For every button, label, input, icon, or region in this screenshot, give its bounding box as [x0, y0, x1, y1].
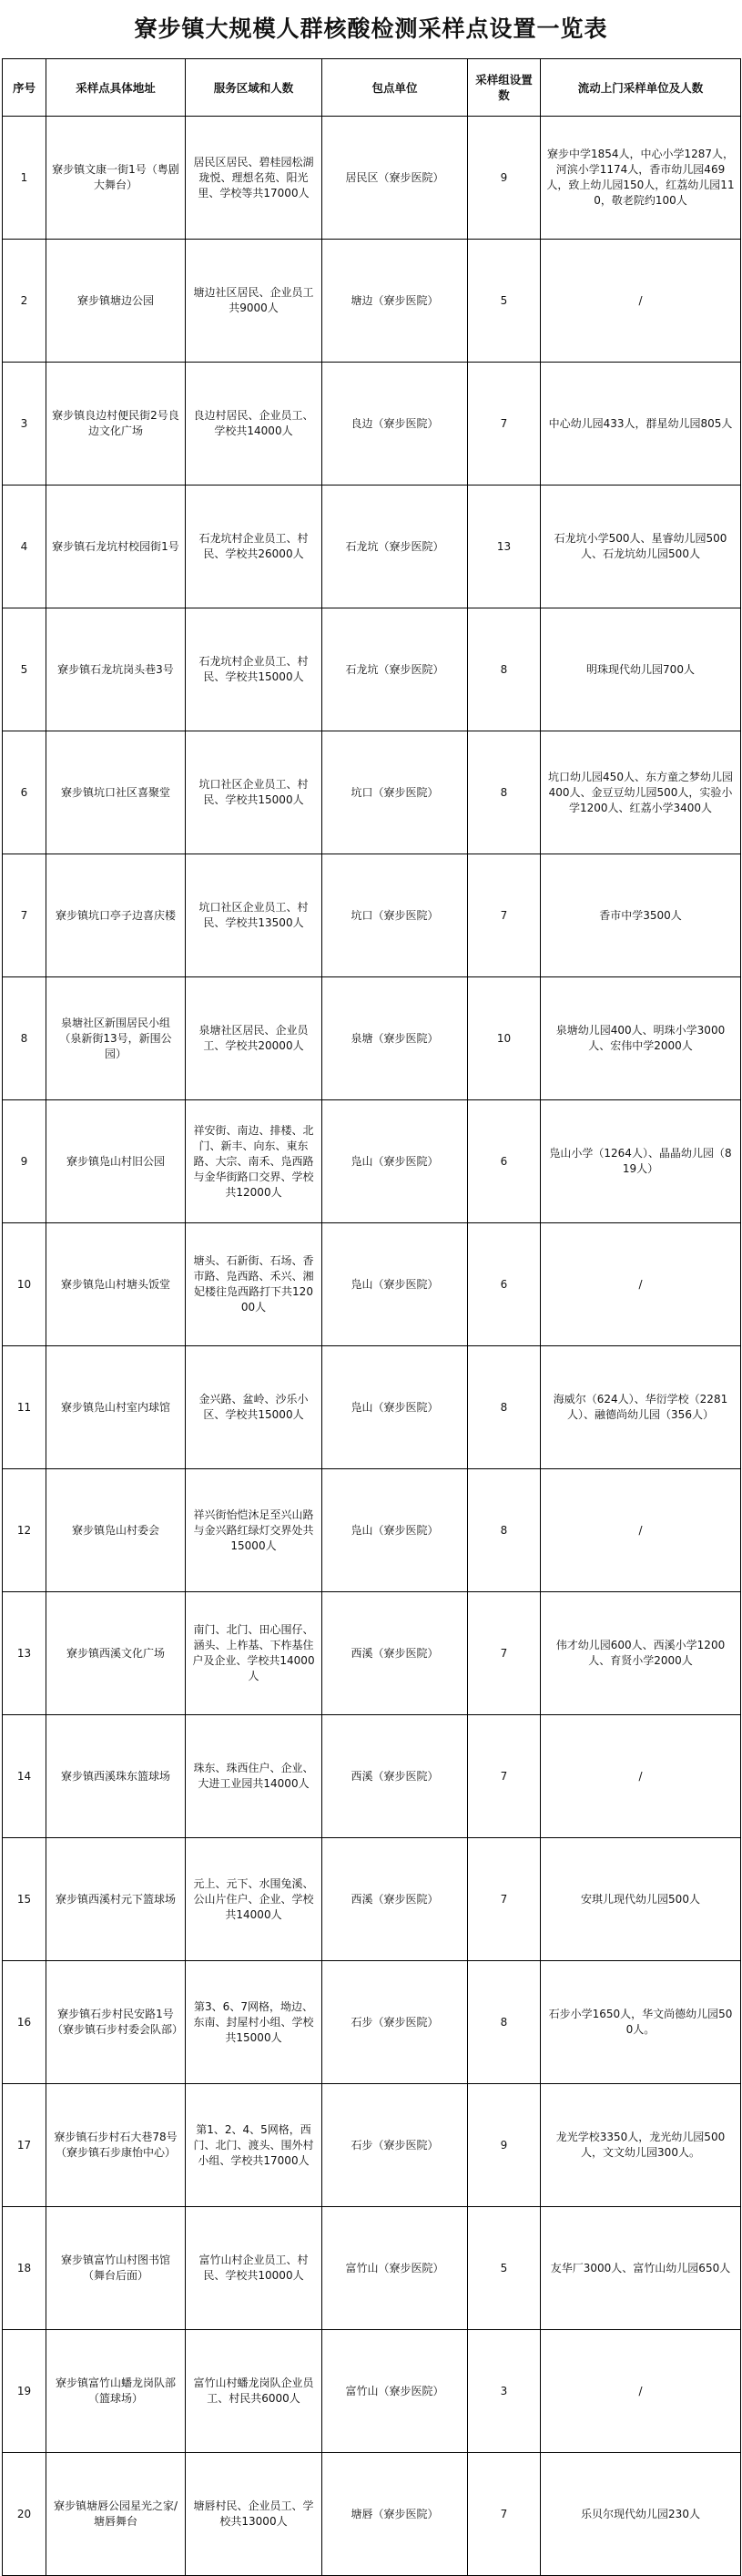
cell-address: 寮步镇文康一街1号（粤剧大舞台） [46, 117, 186, 240]
table-row [3, 1346, 741, 1469]
cell-mobile: 寮步中学1854人，中心小学1287人，河滨小学1174人，香市幼儿园469人，致上幼儿园150人，红荔幼儿园110，敬老院约100人 [541, 117, 741, 240]
cell-service: 坑口社区企业员工、村民、学校共15000人 [186, 731, 322, 854]
cell-mobile: / [541, 1223, 741, 1346]
cell-unit: 石龙坑（寮步医院） [322, 486, 468, 608]
cell-groups: 9 [468, 117, 541, 240]
table-header-row [3, 59, 741, 117]
cell-unit: 富竹山（寮步医院） [322, 2207, 468, 2330]
cell-groups: 8 [468, 1469, 541, 1592]
cell-mobile: 明珠现代幼儿园700人 [541, 608, 741, 731]
cell-groups: 8 [468, 1961, 541, 2084]
cell-seq: 18 [3, 2207, 46, 2330]
cell-address: 寮步镇凫山村旧公园 [46, 1100, 186, 1223]
cell-seq: 9 [3, 1100, 46, 1223]
cell-address: 寮步镇坑口亭子边喜庆楼 [46, 854, 186, 977]
cell-mobile: 石龙坑小学500人、星睿幼儿园500人、石龙坑幼儿园500人 [541, 486, 741, 608]
table-row [3, 486, 741, 608]
cell-address: 寮步镇石步村石大巷78号（寮步镇石步康怡中心） [46, 2084, 186, 2207]
cell-mobile: 坑口幼儿园450人、东方童之梦幼儿园400人、金豆豆幼儿园500人，实验小学1200人、红荔小学3400人 [541, 731, 741, 854]
cell-mobile: / [541, 1469, 741, 1592]
table-row [3, 854, 741, 977]
cell-unit: 西溪（寮步医院） [322, 1592, 468, 1715]
table-row [3, 1961, 741, 2084]
cell-service: 第1、2、4、5网格，西门、北门、渡头、围外村小组、学校共17000人 [186, 2084, 322, 2207]
cell-groups: 8 [468, 608, 541, 731]
cell-seq: 8 [3, 977, 46, 1100]
cell-mobile: 安琪儿现代幼儿园500人 [541, 1838, 741, 1961]
cell-seq: 20 [3, 2453, 46, 2576]
table-row [3, 1469, 741, 1592]
cell-unit: 石龙坑（寮步医院） [322, 608, 468, 731]
table-row [3, 2453, 741, 2576]
cell-mobile: 石步小学1650人，华文尚德幼儿园500人。 [541, 1961, 741, 2084]
cell-groups: 7 [468, 2453, 541, 2576]
cell-seq: 4 [3, 486, 46, 608]
cell-unit: 凫山（寮步医院） [322, 1469, 468, 1592]
cell-groups: 8 [468, 1346, 541, 1469]
cell-service: 塘唇村民、企业员工、学校共13000人 [186, 2453, 322, 2576]
cell-service: 第3、6、7网格，坳边、东南、封屋村小组、学校共15000人 [186, 1961, 322, 2084]
cell-unit: 石步（寮步医院） [322, 2084, 468, 2207]
cell-mobile: 凫山小学（1264人）、晶晶幼儿园（819人） [541, 1100, 741, 1223]
cell-mobile: 泉塘幼儿园400人、明珠小学3000人、宏伟中学2000人 [541, 977, 741, 1100]
cell-address: 寮步镇富竹山蟠龙岗队部（篮球场） [46, 2330, 186, 2453]
cell-address: 泉塘社区新围居民小组（泉新街13号，新围公园） [46, 977, 186, 1100]
cell-unit: 石步（寮步医院） [322, 1961, 468, 2084]
cell-service: 石龙坑村企业员工、村民、学校共26000人 [186, 486, 322, 608]
cell-unit: 凫山（寮步医院） [322, 1100, 468, 1223]
cell-seq: 15 [3, 1838, 46, 1961]
cell-unit: 富竹山（寮步医院） [322, 2330, 468, 2453]
cell-mobile: / [541, 240, 741, 363]
cell-service: 元上、元下、水围兔溪、公山片住户、企业、学校共14000人 [186, 1838, 322, 1961]
table-row [3, 240, 741, 363]
cell-unit: 塘边（寮步医院） [322, 240, 468, 363]
cell-mobile: 香市中学3500人 [541, 854, 741, 977]
cell-service: 居民区居民、碧桂园松湖珑悦、理想名苑、阳光里、学校等共17000人 [186, 117, 322, 240]
cell-address: 寮步镇石龙坑岗头巷3号 [46, 608, 186, 731]
cell-address: 寮步镇富竹山村图书馆（舞台后面） [46, 2207, 186, 2330]
cell-seq: 17 [3, 2084, 46, 2207]
cell-groups: 7 [468, 854, 541, 977]
cell-unit: 良边（寮步医院） [322, 363, 468, 486]
cell-unit: 凫山（寮步医院） [322, 1346, 468, 1469]
cell-service: 泉塘社区居民、企业员工、学校共20000人 [186, 977, 322, 1100]
cell-mobile: 龙光学校3350人，龙光幼儿园500人，文文幼儿园300人。 [541, 2084, 741, 2207]
cell-groups: 7 [468, 363, 541, 486]
cell-unit: 坑口（寮步医院） [322, 731, 468, 854]
cell-service: 良边村居民、企业员工、学校共14000人 [186, 363, 322, 486]
header-groups: 采样组设置数 [468, 59, 541, 117]
cell-unit: 凫山（寮步医院） [322, 1223, 468, 1346]
sampling-sites-table [2, 58, 741, 2576]
cell-unit: 泉塘（寮步医院） [322, 977, 468, 1100]
cell-seq: 1 [3, 117, 46, 240]
cell-seq: 14 [3, 1715, 46, 1838]
table-row [3, 363, 741, 486]
cell-service: 祥兴街怡恺沐足至兴山路与金兴路红绿灯交界处共15000人 [186, 1469, 322, 1592]
cell-groups: 5 [468, 240, 541, 363]
cell-service: 塘头、石新街、石场、香市路、凫西路、禾兴、湘妃楼往凫西路打下共12000人 [186, 1223, 322, 1346]
cell-service: 塘边社区居民、企业员工共9000人 [186, 240, 322, 363]
table-row [3, 117, 741, 240]
cell-groups: 6 [468, 1100, 541, 1223]
cell-service: 富竹山村蟠龙岗队企业员工、村民共6000人 [186, 2330, 322, 2453]
cell-seq: 3 [3, 363, 46, 486]
cell-seq: 10 [3, 1223, 46, 1346]
table-row [3, 1100, 741, 1223]
cell-service: 坑口社区企业员工、村民、学校共13500人 [186, 854, 322, 977]
cell-mobile: 友华厂3000人、富竹山幼儿园650人 [541, 2207, 741, 2330]
cell-address: 寮步镇凫山村塘头饭堂 [46, 1223, 186, 1346]
cell-seq: 19 [3, 2330, 46, 2453]
header-mobile: 流动上门采样单位及人数 [541, 59, 741, 117]
cell-seq: 16 [3, 1961, 46, 2084]
header-seq: 序号 [3, 59, 46, 117]
cell-groups: 7 [468, 1838, 541, 1961]
cell-address: 寮步镇凫山村室内球馆 [46, 1346, 186, 1469]
cell-unit: 塘唇（寮步医院） [322, 2453, 468, 2576]
cell-seq: 2 [3, 240, 46, 363]
cell-seq: 13 [3, 1592, 46, 1715]
cell-mobile: 伟才幼儿园600人、西溪小学1200人、育贤小学2000人 [541, 1592, 741, 1715]
cell-mobile: 海威尔（624人）、华衍学校（2281人）、融德尚幼儿园（356人） [541, 1346, 741, 1469]
table-row [3, 977, 741, 1100]
cell-seq: 7 [3, 854, 46, 977]
cell-groups: 7 [468, 1592, 541, 1715]
cell-unit: 西溪（寮步医院） [322, 1715, 468, 1838]
cell-address: 寮步镇塘边公园 [46, 240, 186, 363]
table-row [3, 2330, 741, 2453]
cell-groups: 5 [468, 2207, 541, 2330]
cell-address: 寮步镇坑口社区喜聚堂 [46, 731, 186, 854]
cell-address: 寮步镇塘唇公园星光之家/塘唇舞台 [46, 2453, 186, 2576]
cell-address: 寮步镇石步村民安路1号（寮步镇石步村委会队部） [46, 1961, 186, 2084]
table-row [3, 731, 741, 854]
cell-unit: 居民区（寮步医院） [322, 117, 468, 240]
table-row [3, 1715, 741, 1838]
header-address: 采样点具体地址 [46, 59, 186, 117]
cell-address: 寮步镇良边村便民街2号良边文化广场 [46, 363, 186, 486]
cell-address: 寮步镇西溪珠东篮球场 [46, 1715, 186, 1838]
cell-seq: 12 [3, 1469, 46, 1592]
cell-service: 祥安街、南边、排楼、北门、新丰、向东、東东路、大宗、南禾、凫西路与金华街路口交界、学校共12000人 [186, 1100, 322, 1223]
cell-service: 富竹山村企业员工、村民、学校共10000人 [186, 2207, 322, 2330]
cell-seq: 6 [3, 731, 46, 854]
table-row [3, 1592, 741, 1715]
header-service: 服务区域和人数 [186, 59, 322, 117]
table-row [3, 2207, 741, 2330]
cell-service: 珠东、珠西住户、企业、大进工业园共14000人 [186, 1715, 322, 1838]
table-row [3, 1223, 741, 1346]
cell-groups: 8 [468, 731, 541, 854]
cell-address: 寮步镇凫山村委会 [46, 1469, 186, 1592]
cell-groups: 9 [468, 2084, 541, 2207]
cell-groups: 10 [468, 977, 541, 1100]
cell-unit: 西溪（寮步医院） [322, 1838, 468, 1961]
cell-mobile: / [541, 1715, 741, 1838]
cell-mobile: 乐贝尔现代幼儿园230人 [541, 2453, 741, 2576]
cell-seq: 5 [3, 608, 46, 731]
cell-seq: 11 [3, 1346, 46, 1469]
cell-service: 南门、北门、田心围仔、涵头、上柞基、下柞基住户及企业、学校共14000人 [186, 1592, 322, 1715]
cell-service: 石龙坑村企业员工、村民、学校共15000人 [186, 608, 322, 731]
cell-groups: 7 [468, 1715, 541, 1838]
cell-address: 寮步镇石龙坑村校园街1号 [46, 486, 186, 608]
table-row [3, 1838, 741, 1961]
cell-mobile: / [541, 2330, 741, 2453]
cell-groups: 6 [468, 1223, 541, 1346]
cell-unit: 坑口（寮步医院） [322, 854, 468, 977]
cell-groups: 13 [468, 486, 541, 608]
table-row [3, 2084, 741, 2207]
cell-address: 寮步镇西溪村元下篮球场 [46, 1838, 186, 1961]
cell-service: 金兴路、盆岭、沙乐小区、学校共15000人 [186, 1346, 322, 1469]
header-unit: 包点单位 [322, 59, 468, 117]
cell-address: 寮步镇西溪文化广场 [46, 1592, 186, 1715]
cell-mobile: 中心幼儿园433人，群星幼儿园805人 [541, 363, 741, 486]
table-row [3, 608, 741, 731]
page-title: 寮步镇大规模人群核酸检测采样点设置一览表 [134, 15, 608, 42]
cell-groups: 3 [468, 2330, 541, 2453]
